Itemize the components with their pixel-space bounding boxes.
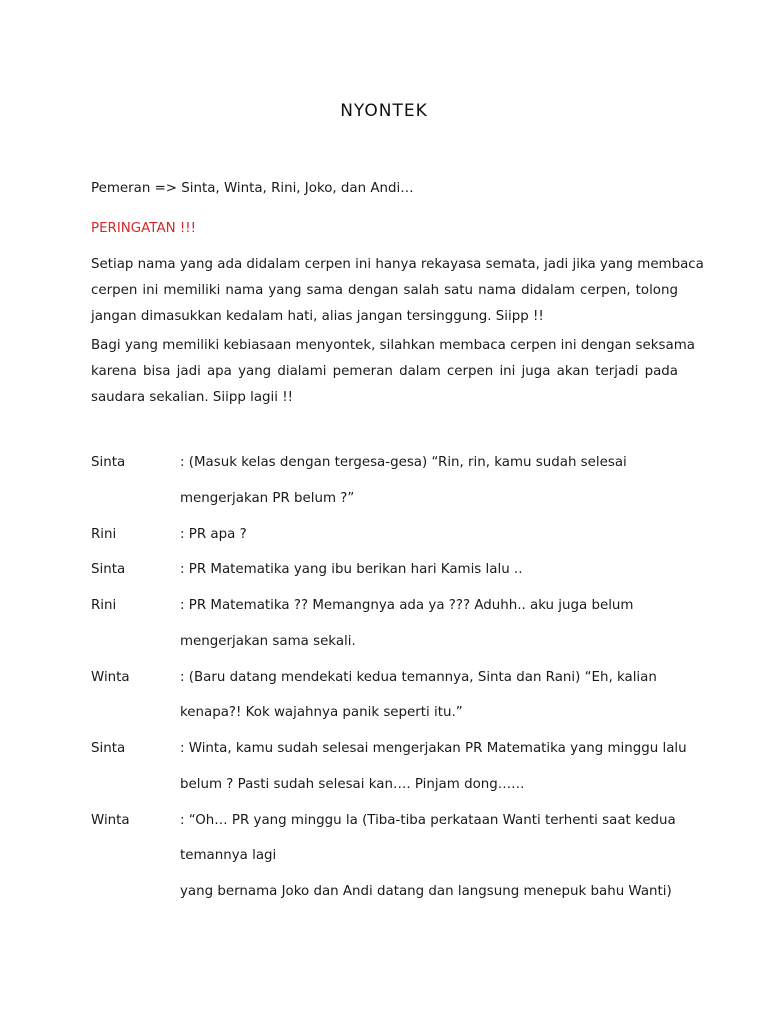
dialogue-speaker: Sinta	[91, 562, 126, 577]
dialogue-line: temannya lagi	[180, 848, 277, 863]
dialogue-line: : Winta, kamu sudah selesai mengerjakan PR Matematika yang minggu lalu	[180, 741, 687, 756]
dialogue-line: : “Oh… PR yang minggu la (Tiba-tiba perkataan Wanti terhenti saat kedua	[180, 813, 676, 828]
dialogue-speaker: Sinta	[91, 455, 126, 470]
dialogue-speaker: Rini	[91, 527, 117, 542]
dialogue-line: : PR Matematika ?? Memangnya ada ya ??? Aduhh.. aku juga belum	[180, 598, 634, 613]
paragraph-line: karena bisa jadi apa yang dialami pemeran dalam cerpen ini juga akan terjadi pada	[91, 364, 678, 379]
dialogue-speaker: Winta	[91, 670, 130, 685]
paragraph-line: cerpen ini memiliki nama yang sama dengan salah satu nama didalam cerpen, tolong	[91, 283, 678, 298]
dialogue-line: kenapa?! Kok wajahnya panik seperti itu.”	[180, 705, 463, 720]
paragraph-line: saudara sekalian. Siipp lagii !!	[91, 390, 293, 405]
story-title: NYONTEK	[340, 101, 428, 121]
dialogue-line: belum ? Pasti sudah selesai kan…. Pinjam dong……	[180, 777, 525, 792]
paragraph-line: jangan dimasukkan kedalam hati, alias jangan tersinggung. Siipp !!	[91, 309, 544, 324]
paragraph-line: Setiap nama yang ada didalam cerpen ini hanya rekayasa semata, jadi jika yang membaca	[91, 257, 704, 272]
dialogue-line: mengerjakan sama sekali.	[180, 634, 356, 649]
dialogue-line: : (Baru datang mendekati kedua temannya, Sinta dan Rani) “Eh, kalian	[180, 670, 657, 685]
dialogue-line: : PR Matematika yang ibu berikan hari Kamis lalu ..	[180, 562, 523, 577]
dialogue-speaker: Winta	[91, 813, 130, 828]
dialogue-speaker: Rini	[91, 598, 117, 613]
dialogue-line: mengerjakan PR belum ?”	[180, 491, 355, 506]
paragraph-line: Bagi yang memiliki kebiasaan menyontek, silahkan membaca cerpen ini dengan seksama	[91, 338, 695, 353]
reader-note-paragraph	[91, 333, 695, 411]
dialogue-line: yang bernama Joko dan Andi datang dan langsung menepuk bahu Wanti)	[180, 884, 672, 899]
warning-heading: PERINGATAN !!!	[91, 221, 196, 236]
cast-line: Pemeran => Sinta, Winta, Rini, Joko, dan Andi…	[91, 181, 414, 196]
dialogue-line: : (Masuk kelas dengan tergesa-gesa) “Rin, rin, kamu sudah selesai	[180, 455, 627, 470]
disclaimer-paragraph	[91, 252, 704, 330]
dialogue-line: : PR apa ?	[180, 527, 247, 542]
dialogue-speaker: Sinta	[91, 741, 126, 756]
